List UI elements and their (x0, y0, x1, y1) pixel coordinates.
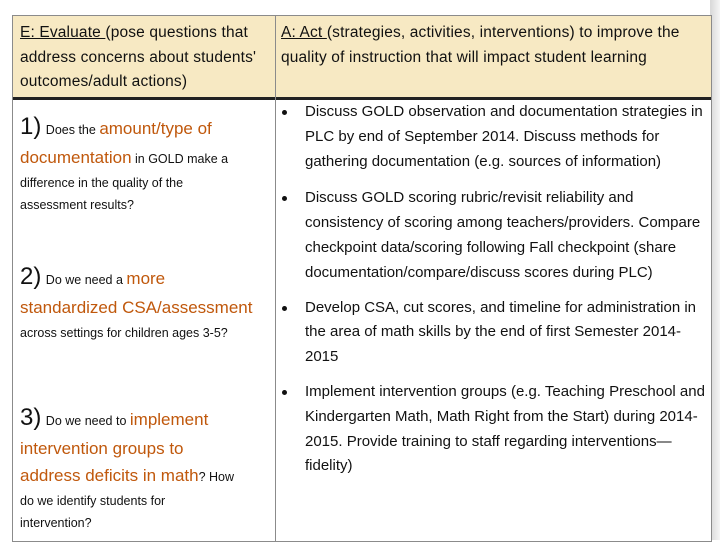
evaluate-act-table (12, 15, 712, 542)
bullet-icon (282, 110, 287, 115)
question-emphasis: implement (129, 410, 209, 429)
question-line (20, 145, 274, 172)
question-line (20, 194, 274, 216)
action-item-4 (281, 380, 709, 479)
question-text: assessment results? (20, 198, 134, 212)
question-line (20, 490, 274, 512)
question-text: in GOLD make a (131, 152, 229, 166)
question-line (20, 112, 274, 145)
action-item-2 (281, 186, 709, 285)
question-number: 1) (20, 113, 42, 140)
question-text: across settings for children ages 3-5? (20, 326, 228, 340)
question-emphasis: standardized CSA/assessment (20, 298, 253, 317)
question-emphasis: amount/type of (99, 119, 212, 138)
action-text: Develop CSA, cut scores, and timeline for administration in the area of math skills by the end of first Semester 2014-2015 (305, 298, 697, 366)
column-divider (275, 16, 276, 541)
question-line (20, 172, 274, 194)
question-text: Do we need to (45, 414, 130, 428)
act-label: A: Act (281, 24, 327, 41)
question-2 (20, 262, 274, 344)
act-column-header (281, 21, 709, 70)
question-text: ? How (198, 470, 235, 484)
question-emphasis: documentation (20, 148, 132, 167)
question-emphasis: address deficits in math (20, 466, 199, 485)
bullet-icon (282, 196, 287, 201)
question-text: Do we need a (45, 273, 127, 287)
question-line (20, 295, 274, 322)
question-line (20, 512, 274, 534)
question-text: Does the (45, 123, 100, 137)
question-text: do we identify students for (20, 494, 166, 508)
action-text: Implement intervention groups (e.g. Teaching Preschool and Kindergarten Math, Math Right from the Start) during 2014-2015. Provide training to staff regarding interventions—fidelity) (305, 382, 705, 475)
question-line (20, 436, 274, 463)
action-item-3 (281, 296, 709, 370)
act-description: (strategies, activities, interventions) to improve the quality of instruction that will impact student learning (281, 24, 680, 66)
action-text: Discuss GOLD scoring rubric/revisit reliability and consistency of scoring among teachers/providers. Compare checkpoint data/scoring following Fall checkpoint (share documentation/compare/discuss scores during PLC) (305, 189, 701, 281)
question-text: intervention? (20, 516, 92, 530)
question-line (20, 262, 274, 295)
bullet-icon (282, 390, 287, 395)
question-line (20, 463, 274, 490)
action-item-1 (281, 100, 709, 174)
question-number: 3) (20, 404, 42, 431)
evaluate-label: E: Evaluate (20, 24, 106, 41)
question-number: 2) (20, 263, 42, 290)
action-text: Discuss GOLD observation and documentation strategies in PLC by end of September 2014. Discuss methods for gathering documentation (e.g. sources of information) (305, 103, 703, 170)
evaluate-column-header (20, 21, 274, 95)
evaluate-description: (pose questions that address concerns about students' outcomes/adult actions) (20, 24, 257, 90)
question-text: difference in the quality of the (20, 176, 184, 190)
bullet-icon (282, 306, 287, 311)
question-line (20, 322, 274, 344)
question-emphasis: more (126, 269, 166, 288)
question-line (20, 403, 274, 436)
question-emphasis: intervention groups to (20, 439, 184, 458)
question-3 (20, 403, 274, 534)
action-list (281, 100, 709, 479)
question-1 (20, 112, 274, 216)
